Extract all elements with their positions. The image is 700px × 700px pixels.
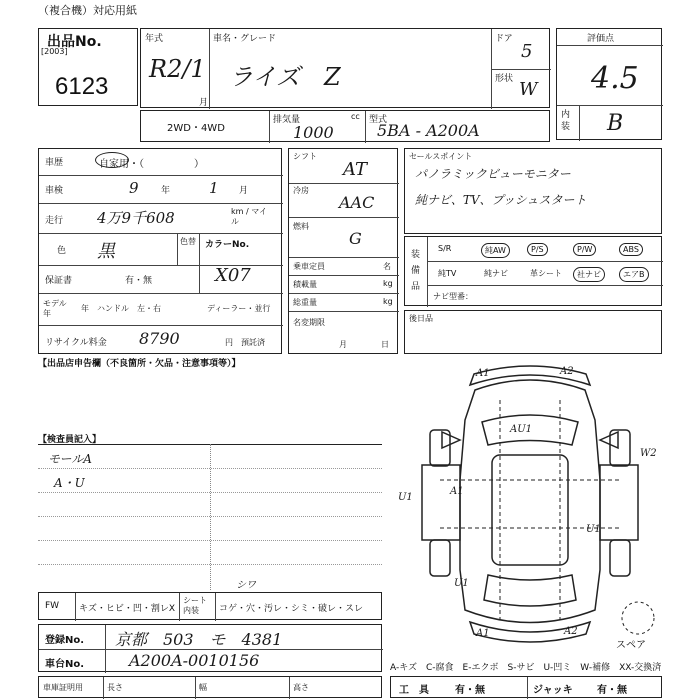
recycle-label: リサイクル料金 [45, 338, 107, 348]
history-label: 車歴 [45, 158, 64, 168]
mileage-label: 走行 [45, 216, 64, 226]
color-label: 色 [57, 246, 67, 256]
details-block [38, 148, 282, 354]
score-box [556, 28, 662, 140]
inspection-year-unit: 年 [161, 186, 171, 196]
mark-a1-top: A1 [476, 368, 490, 379]
inspection-month: 1 [209, 179, 219, 197]
name-change-label: 名変期限 [293, 318, 325, 327]
fw-text: キズ・ヒビ・凹・割レX [79, 604, 175, 614]
inspection-month-unit: 月 [239, 186, 249, 196]
shape-label: 形状 [495, 74, 514, 84]
inspector-line2: A・U [54, 476, 85, 490]
form-title: （複合機）対応用紙 [38, 4, 137, 17]
score-label: 評価点 [587, 34, 615, 44]
inspector-line1: モールA [48, 452, 92, 466]
name-change-day: 日 [381, 340, 389, 349]
interior-value: B [607, 111, 624, 136]
seat-label: シート内装 [183, 596, 207, 615]
history-circle [95, 152, 129, 168]
reg-label: 登録No. [45, 635, 85, 646]
gross-unit: kg [383, 297, 393, 306]
sales-line2: 純ナビ、TV、プッシュスタート [415, 193, 587, 207]
door-label: ドア [495, 34, 513, 44]
equipment-item: エアB [619, 267, 649, 282]
length-label: 長さ [107, 683, 123, 692]
equipment-item: P/W [573, 243, 596, 256]
equipment-item: 純ナビ [484, 269, 508, 278]
cert-row [38, 676, 382, 698]
navi-label: ナビ型番： [433, 292, 473, 301]
drive-row [140, 110, 550, 142]
load-unit: kg [383, 279, 393, 288]
legend: A-キズ C-腐食 E-エクボ S-サビ U-凹ミ W-補修 XX-交換済 [390, 663, 662, 673]
seat-note: シワ [236, 580, 256, 591]
later-label: 後日品 [409, 314, 433, 323]
mileage-value: 4万9千608 [97, 209, 175, 227]
model-year-unit: 年 [81, 304, 89, 313]
sales-label: セールスポイント [409, 152, 473, 161]
lot-box [38, 28, 138, 106]
fw-label: FW [45, 601, 60, 611]
handle-label: ハンドル 左・右 [97, 304, 161, 313]
recycle-unit: 円 預託済 [225, 338, 265, 347]
sales-point-box [404, 148, 662, 234]
equipment-label: 装備品 [411, 250, 421, 292]
chassis-label: 車台No. [45, 659, 85, 670]
chassis-value: A200A-0010156 [129, 651, 260, 670]
capacity-label: 乗車定員 [293, 262, 325, 271]
name-change-month: 月 [339, 340, 347, 349]
displacement-unit: cc [351, 112, 360, 121]
capacity-unit: 名 [383, 262, 391, 271]
mark-a1-side: A1 [450, 486, 464, 497]
mark-a1-bottom: A1 [476, 628, 490, 639]
warranty-value: 有・無 [125, 276, 153, 286]
equipment-item: 社ナビ [573, 267, 605, 282]
fuel-label: 燃料 [293, 222, 309, 231]
year-value: R2/1 [149, 55, 206, 83]
inspector-box [38, 432, 382, 590]
fw-row [38, 592, 382, 620]
color-value: 黒 [97, 241, 115, 262]
lot-label: 出品No. [47, 34, 102, 50]
shift-label: シフト [293, 152, 317, 161]
later-box [404, 310, 662, 354]
sales-line1: パノラミックビューモニター [415, 167, 571, 181]
jack-value: 有・無 [597, 685, 627, 696]
spare-label: スペア [616, 640, 646, 651]
drive-label: 2WD・4WD [167, 123, 225, 134]
shape-value: W [519, 79, 538, 100]
color-no-value: X07 [215, 265, 251, 286]
mark-u1-bottom: U1 [454, 578, 469, 589]
equipment-item: ABS [619, 243, 643, 256]
specs-block [288, 148, 398, 354]
reg-box [38, 624, 382, 672]
year-label: 年式 [145, 34, 164, 44]
inspection-label: 車検 [45, 186, 64, 196]
equipment-box [404, 236, 662, 306]
color-no-label: カラーNo. [205, 240, 250, 250]
reg-value: 京都 503 モ 4381 [115, 630, 283, 649]
equipment-item: 純AW [481, 243, 510, 258]
year-unit: 月 [199, 98, 209, 108]
lot-sub: [2003] [41, 47, 68, 56]
lot-number: 6123 [55, 73, 109, 100]
mark-u1-right: U1 [586, 524, 601, 535]
mark-a2-bottom: A2 [564, 626, 578, 637]
model-year-label: モデル年 [43, 299, 67, 318]
seat-text: コゲ・穴・汚レ・シミ・破レ・スレ [219, 604, 364, 614]
displacement-value: 1000 [293, 123, 334, 142]
jack-label: ジャッキ [533, 685, 573, 696]
equipment-item: P/S [527, 243, 548, 256]
name-label: 車名・グレード [213, 34, 277, 44]
gross-label: 総重量 [293, 298, 317, 307]
inspector-label: 【検査員記入】 [38, 435, 102, 445]
tools-row [390, 676, 662, 698]
tools-label: 工 具 [399, 685, 429, 696]
interior-label: 内装 [561, 110, 571, 132]
shift-value: AT [343, 159, 368, 180]
warranty-label: 保証書 [45, 276, 73, 286]
dealer-label: ディーラー・並行 [207, 304, 271, 313]
tools-value: 有・無 [455, 685, 485, 696]
mark-u1-left: U1 [398, 492, 413, 503]
mark-a2-top: A2 [560, 366, 574, 377]
history-value: 自家用・（ ） [99, 159, 204, 170]
mark-w2: W2 [640, 448, 657, 459]
fuel-value: G [349, 229, 362, 248]
score-value: 4.5 [591, 61, 639, 96]
mileage-unit: km / マイル [231, 207, 268, 226]
vehicle-header [140, 28, 550, 108]
inspection-year: 9 [129, 179, 139, 197]
door-value: 5 [521, 41, 533, 62]
ac-label: 冷房 [293, 186, 309, 195]
seller-notes-label: 【出品店申告欄（不良箇所・欠品・注意事項等）】 [38, 359, 241, 369]
cert-label: 車庫証明用 [43, 683, 83, 692]
equipment-item: S/R [438, 244, 452, 253]
name-value: ライズ Z [229, 63, 341, 91]
car-diagram [400, 360, 660, 650]
color-change-label: 色替 [180, 237, 196, 246]
equipment-item: 純TV [438, 269, 457, 278]
displacement-label: 排気量 [273, 115, 301, 125]
recycle-value: 8790 [139, 329, 180, 348]
model-value: 5BA - A200A [377, 121, 480, 140]
height-label: 高さ [293, 683, 309, 692]
width-label: 幅 [199, 683, 207, 692]
mark-au1: AU1 [510, 424, 533, 435]
load-label: 積載量 [293, 280, 317, 289]
ac-value: AAC [339, 193, 375, 212]
equipment-item: 革シート [530, 269, 562, 278]
model-label: 型式 [369, 115, 388, 125]
